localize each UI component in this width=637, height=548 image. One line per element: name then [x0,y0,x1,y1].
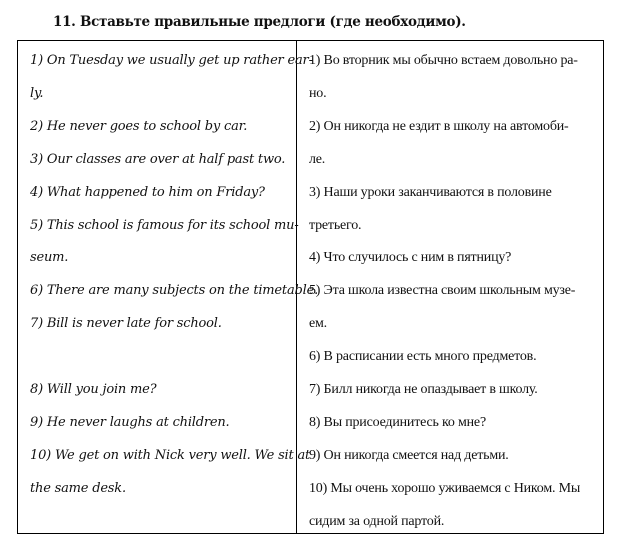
text-line: сидим за одной партой. [309,513,445,529]
text-line: 5) This school is famous for its school mu- [30,217,299,233]
text-line: 9) Он никогда смеется над детьми. [309,447,509,463]
text-line: the same desk. [30,480,126,496]
text-line: 5) Эта школа известна своим школьным музе- [309,283,576,299]
text-line: 7) Bill is never late for school. [30,316,222,332]
text-line: 4) Что случилось с ним в пятницу? [309,250,512,266]
text-line: третьего. [309,217,362,233]
text-line: 3) Our classes are over at half past two. [30,151,286,167]
text-line: seum. [30,250,69,266]
text-line: 9) He never laughs at children. [30,414,230,430]
text-line: 2) Он никогда не ездит в школу на автомоби- [309,118,569,134]
text-line: 1) On Tuesday we usually get up rather ear- [30,53,313,68]
text-line: 10) We get on with Nick very well. We sit at [30,447,311,463]
text-line: но. [309,85,327,101]
text-line: 6) There are many subjects on the timetable. [30,283,319,299]
text-line: 7) Билл никогда не опаздывает в школу. [309,382,538,397]
text-line: 10) Мы очень хорошо уживаемся с Ником. Мы [309,480,581,496]
text-line: 6) В расписании есть много предметов. [309,349,537,365]
russian-column [297,41,603,533]
text-line: 8) Вы присоединитесь ко мне? [309,414,486,430]
text-line: 4) What happened to him on Friday? [30,184,265,200]
text-line: 2) He never goes to school by car. [30,118,248,134]
text-line: ly. [30,85,44,101]
text-line: ем. [309,316,327,332]
text-line: ле. [309,151,326,167]
translation-table [17,40,604,534]
text-line: 8) Will you join me? [30,382,157,397]
text-line: 1) Во вторник мы обычно встаем довольно ра- [309,53,578,68]
exercise-title: 11. Вставьте правильные предлоги (где необходимо). [53,14,466,30]
text-line: 3) Наши уроки заканчиваются в половине [309,184,552,200]
